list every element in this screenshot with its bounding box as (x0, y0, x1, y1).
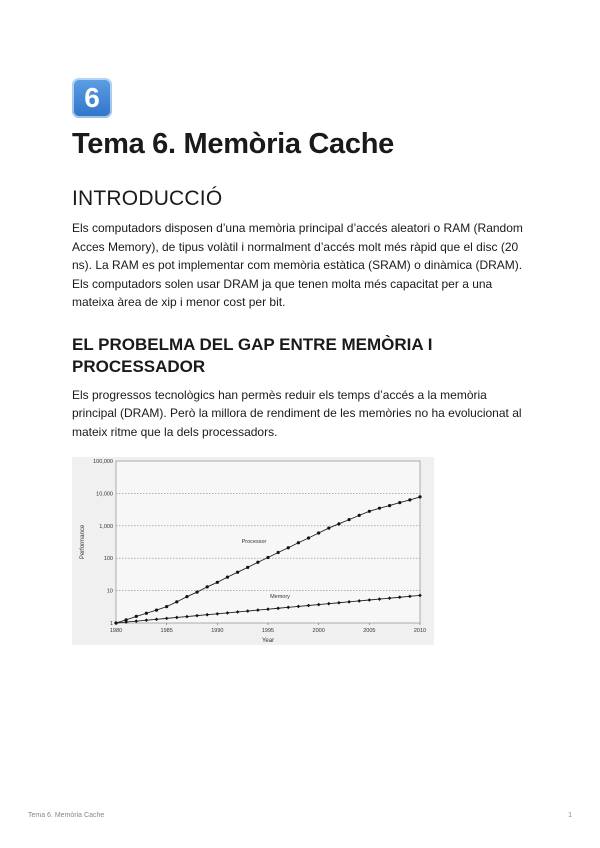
y-tick-label: 100,000 (93, 459, 113, 465)
processor-series-label: Processor (241, 539, 267, 545)
y-tick-label: 10 (106, 588, 113, 595)
processor-data-point (236, 571, 239, 574)
footer-title: Tema 6. Memòria Cache (28, 812, 105, 819)
processor-data-point (378, 507, 381, 510)
y-tick-label: 100 (103, 556, 113, 563)
x-axis-label: Year (261, 638, 275, 644)
processor-data-point (358, 514, 361, 517)
processor-data-point (185, 595, 188, 598)
number-six-badge-icon: 6 (72, 78, 112, 118)
processor-data-point (287, 546, 290, 549)
processor-data-point (398, 501, 401, 504)
processor-data-point (418, 495, 421, 498)
performance-chart-svg (72, 457, 434, 645)
x-tick-label: 1990 (211, 628, 224, 634)
x-tick-label: 2010 (413, 628, 427, 634)
processor-data-point (307, 536, 310, 539)
performance-chart (72, 457, 434, 645)
y-tick-label: 1 (109, 621, 113, 627)
gap-paragraph: Els progressos tecnològics han permès reduir els temps d’accés a la memòria principal (DRAM). Però la millora de rendiment de les memòries no ha evolucionat al mateix ritme que la dels processadors. (72, 387, 522, 439)
page-number: 1 (568, 812, 572, 819)
y-axis-label: Performance (80, 524, 86, 560)
processor-data-point (195, 590, 198, 593)
processor-data-point (135, 615, 138, 618)
processor-data-point (266, 556, 269, 559)
processor-data-point (216, 581, 219, 584)
processor-data-point (337, 522, 340, 525)
processor-data-point (317, 531, 320, 534)
x-tick-label: 1985 (160, 628, 173, 634)
processor-data-point (165, 605, 168, 608)
processor-data-point (206, 585, 209, 588)
page-title: Tema 6. Memòria Cache (72, 128, 394, 160)
processor-data-point (347, 518, 350, 521)
intro-paragraph: Els computadors disposen d’una memòria principal d’accés aleatori o RAM (Random Acces Memory), de tipus volàtil i normalment d’accés molt més ràpid que el disc (20 ns). La RAM es pot implementar com memòria estàtica (SRAM) o dinàmica (DRAM). Els computadors solen usar DRAM ja que tenen molta més capacitat per a una mateixa àrea de xip i menor cost per bit. (72, 221, 523, 309)
processor-data-point (277, 551, 280, 554)
processor-data-point (327, 526, 330, 529)
x-tick-label: 2005 (363, 628, 376, 634)
memory-series-label: Memory (270, 594, 290, 600)
page-footer (28, 812, 572, 819)
gap-heading: EL PROBELMA DEL GAP ENTRE MEMÒRIA I PROCESSADOR (72, 334, 433, 376)
processor-data-point (175, 600, 178, 603)
processor-data-point (256, 561, 259, 564)
processor-data-point (408, 498, 411, 501)
x-tick-label: 1995 (261, 628, 275, 634)
processor-data-point (145, 612, 148, 615)
processor-data-point (297, 541, 300, 544)
processor-data-point (155, 609, 158, 612)
processor-data-point (368, 510, 371, 513)
processor-data-point (226, 576, 229, 579)
plot-area (116, 461, 420, 623)
y-tick-label: 10,000 (96, 491, 113, 498)
x-tick-label: 2000 (312, 628, 325, 634)
x-tick-label: 1980 (109, 628, 123, 634)
processor-data-point (388, 504, 391, 507)
y-tick-label: 1,000 (99, 523, 113, 530)
intro-heading: INTRODUCCIÓ (72, 187, 223, 210)
processor-data-point (246, 566, 249, 569)
page-content (72, 78, 528, 645)
